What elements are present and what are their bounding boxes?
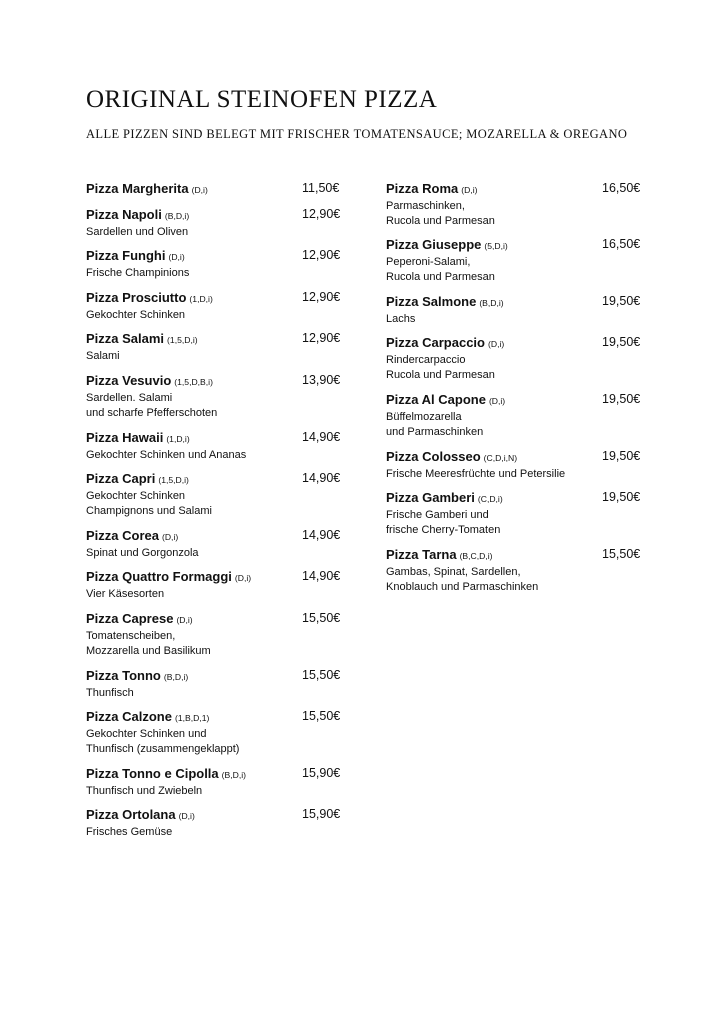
menu-item-heading [86,528,341,546]
menu-item-name: Pizza Quattro Formaggi [86,569,232,584]
allergen-codes: (B,C,D,i) [459,551,493,561]
menu-item-price: 16,50€ [602,181,641,195]
allergen-codes: (D,i) [176,615,193,625]
menu-item-description: Vier Käsesorten [86,587,165,600]
allergen-codes: (B,D,i) [221,770,247,780]
menu-item-description: Frische Champinions [86,266,190,279]
menu-item-price: 12,90€ [302,331,341,345]
menu-item-description: Lachs [386,312,416,325]
menu-item-name: Pizza Vesuvio [86,373,172,388]
menu-item-price: 11,50€ [302,181,340,195]
menu-item-price: 19,50€ [602,449,641,463]
menu-item-heading [86,430,341,448]
menu-item-heading [86,766,341,784]
menu-item-price: 15,50€ [302,611,341,625]
menu-item-price: 15,50€ [602,547,641,561]
menu-item-price: 15,90€ [302,807,341,821]
menu-item-name: Pizza Corea [86,528,159,543]
menu-item-heading [386,449,641,467]
menu-item-heading [86,290,341,308]
menu-item-heading [86,331,341,349]
menu-item-price: 14,90€ [302,528,341,542]
menu-item-price: 13,90€ [302,373,341,387]
menu-item-price: 14,90€ [302,430,341,444]
allergen-codes: (D,i) [461,185,478,195]
menu-item-description: Sardellen. Salami [86,391,173,404]
menu-item-price: 19,50€ [602,490,641,504]
menu-item-description: Parmaschinken, [386,199,465,212]
allergen-codes: (5,D,i) [484,241,508,251]
menu-item-name: Pizza Calzone [86,709,172,724]
allergen-codes: (D,i) [234,573,252,583]
menu-item [386,490,641,539]
allergen-codes: (1,D,i) [166,434,190,444]
menu-item-name: Pizza Gamberi [386,490,475,505]
allergen-codes: (D,i) [488,396,506,406]
menu-item-description: Champignons und Salami [86,505,212,518]
allergen-codes: (C,D,i,N) [483,453,518,463]
menu-item-name: Pizza Tonno [86,668,161,683]
menu-item [386,392,641,441]
menu-item-description: Rindercarpaccio [386,353,466,366]
menu-item-description: Frische Meeresfrüchte und Petersilie [386,467,566,480]
page-title: ORIGINAL STEINOFEN PIZZA [86,86,438,113]
menu-item-description: Sardellen und Oliven [86,225,189,238]
allergen-codes: (D,i) [191,185,208,195]
menu-item-name: Pizza Caprese [86,611,174,626]
menu-item [86,331,341,364]
menu-item-description: und Parmaschinken [386,426,484,439]
menu-item-heading [86,181,340,199]
menu-item-price: 12,90€ [302,248,341,262]
menu-item [386,449,641,482]
menu-item [86,807,341,840]
menu-item-heading [86,373,341,391]
menu-item [86,528,341,561]
menu-item [86,569,341,602]
menu-item-heading [86,611,341,629]
menu-item-price: 19,50€ [602,294,641,308]
menu-item-description: Gekochter Schinken [86,308,186,321]
menu-item-name: Pizza Margherita [86,181,189,196]
menu-item-heading [86,471,341,489]
menu-item-name: Pizza Carpaccio [386,335,485,350]
menu-item-description: Tomatenscheiben, [86,629,176,642]
menu-item [386,335,641,384]
allergen-codes: (B,D,i) [479,298,504,308]
menu-item-price: 14,90€ [302,471,341,485]
allergen-codes: (1,5,D,i) [158,475,189,485]
menu-item-description: Mozzarella und Basilikum [86,645,211,658]
menu-item-description: Büffelmozarella [386,410,462,423]
menu-item-heading [86,569,341,587]
menu-item-heading [386,237,641,255]
menu-item [86,709,341,758]
menu-item-description: Peperoni-Salami, [386,255,471,268]
allergen-codes: (D,i) [168,252,185,262]
menu-item-description: Rucola und Parmesan [386,369,495,382]
menu-item-price: 12,90€ [302,207,341,221]
menu-item-name: Pizza Roma [386,181,459,196]
menu-item-description: Gekochter Schinken und Ananas [86,448,247,461]
menu-item-name: Pizza Salmone [386,294,477,309]
menu-item-name: Pizza Prosciutto [86,290,187,305]
menu-item-description: Knoblauch und Parmaschinken [386,581,539,594]
menu-item-price: 14,90€ [302,569,341,583]
menu-item [86,611,341,660]
menu-item-price: 19,50€ [602,335,641,349]
allergen-codes: (C,D,i) [477,494,503,504]
allergen-codes: (1,5,D,B,i) [174,377,213,387]
menu-item-description: Rucola und Parmesan [386,215,495,228]
menu-item-heading [386,294,641,312]
menu-item [86,430,341,463]
menu-item [86,668,341,701]
menu-item-heading [386,547,641,565]
menu-item-price: 12,90€ [302,290,341,304]
menu-item-description: Thunfisch [86,686,134,699]
menu-item-description: Spinat und Gorgonzola [86,546,199,559]
menu-item-name: Pizza Al Capone [386,392,486,407]
menu-item [86,373,341,422]
menu-item-heading [86,668,341,686]
menu-item [386,237,641,286]
menu-item-description: Gekochter Schinken und [86,727,207,740]
menu-item [86,181,340,199]
page-subtitle: ALLE PIZZEN SIND BELEGT MIT FRISCHER TOMATENSAUCE; MOZARELLA & OREGANO [86,127,628,141]
menu-item-name: Pizza Ortolana [86,807,176,822]
menu-item-description: Salami [86,349,120,362]
menu-item-name: Pizza Tonno e Cipolla [86,766,219,781]
menu-item-description: Gekochter Schinken [86,489,186,502]
menu-item [86,766,341,799]
menu-item-name: Pizza Giuseppe [386,237,482,252]
menu-item-name: Pizza Salami [86,331,165,346]
menu-item-heading [386,335,641,353]
menu-item-description: Rucola und Parmesan [386,271,495,284]
menu-item [86,207,341,240]
menu-item-name: Pizza Funghi [86,248,166,263]
menu-item [386,547,641,596]
menu-item-name: Pizza Capri [86,471,156,486]
menu-item [86,248,341,281]
menu-item-description: frische Cherry-Tomaten [386,524,501,537]
menu-item-description: Frisches Gemüse [86,825,173,838]
allergen-codes: (B,D,i) [163,672,189,682]
menu-item-name: Pizza Tarna [386,547,457,562]
menu-item-heading [386,181,641,199]
menu-item [386,294,641,327]
menu-item-price: 15,90€ [302,766,341,780]
menu-item-heading [86,807,341,825]
allergen-codes: (D,i) [161,532,179,542]
menu-item-price: 15,50€ [302,668,341,682]
menu-item-description: und scharfe Pfefferschoten [86,407,218,420]
allergen-codes: (1,B,D,1) [174,713,210,723]
menu-item [86,290,341,323]
menu-item-heading [86,709,341,727]
menu-item-price: 19,50€ [602,392,641,406]
allergen-codes: (D,i) [178,811,195,821]
menu-item [86,471,341,520]
menu-item [386,181,641,230]
allergen-codes: (D,i) [488,339,505,349]
menu-item-heading [386,490,641,508]
menu-item-description: Thunfisch (zusammengeklappt) [86,743,240,756]
allergen-codes: (1,5,D,i) [167,335,198,345]
menu-item-price: 15,50€ [302,709,341,723]
menu-item-heading [86,207,341,225]
menu-item-heading [86,248,341,266]
menu-item-name: Pizza Hawaii [86,430,164,445]
menu-item-name: Pizza Colosseo [386,449,481,464]
menu-item-name: Pizza Napoli [86,207,162,222]
menu-item-description: Frische Gamberi und [386,508,489,521]
menu-item-description: Thunfisch und Zwiebeln [86,784,203,797]
allergen-codes: (1,D,i) [189,294,213,304]
menu-item-heading [386,392,641,410]
menu-item-description: Gambas, Spinat, Sardellen, [386,565,521,578]
allergen-codes: (B,D,i) [164,211,190,221]
menu-item-price: 16,50€ [602,237,641,251]
